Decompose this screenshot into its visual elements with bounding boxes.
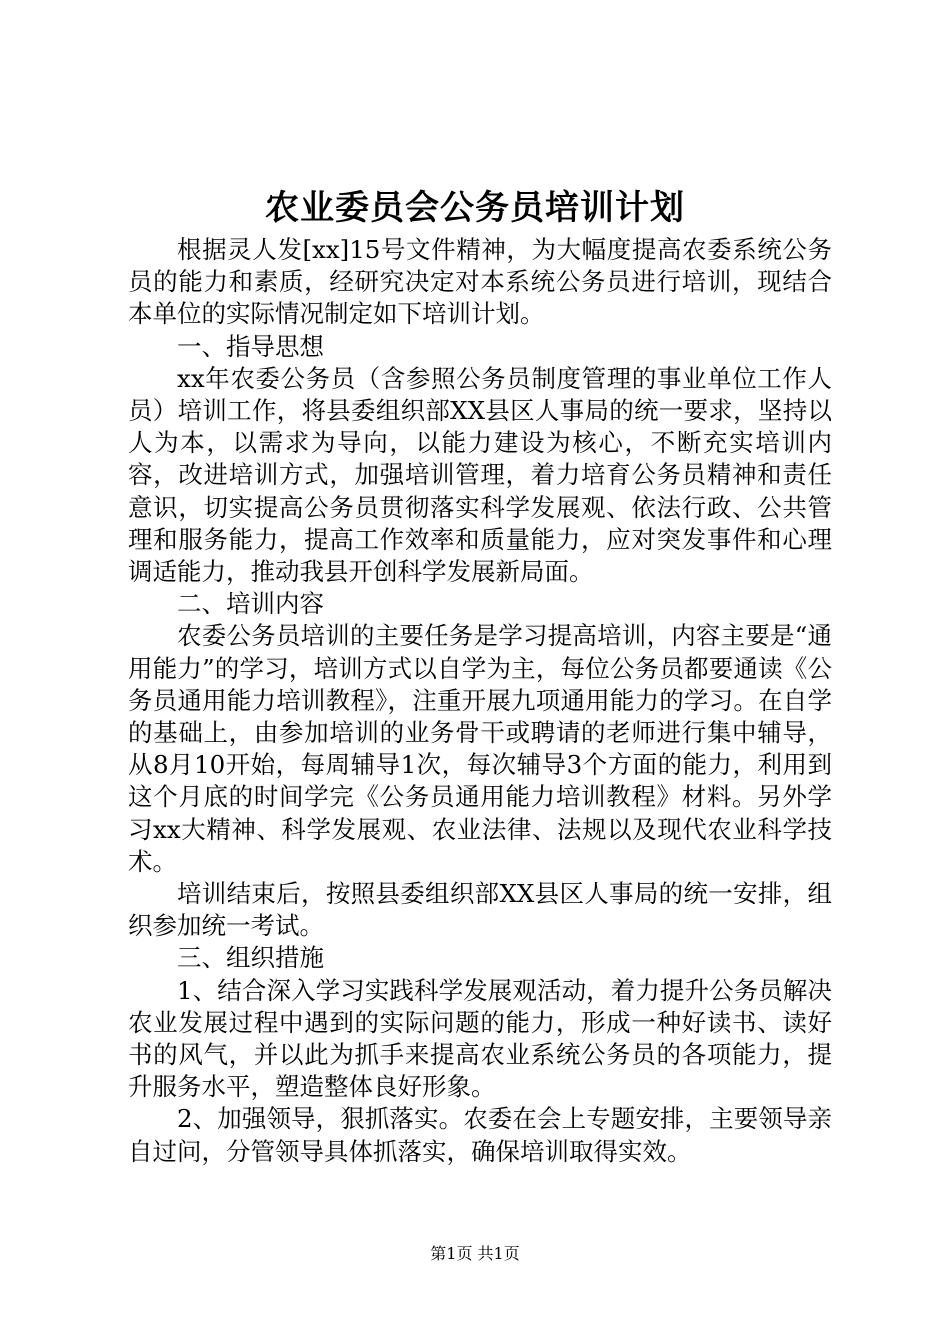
- section-heading-guiding-thought: 一、指导思想: [177, 331, 324, 361]
- intro-paragraph: 根据灵人发[xx]15号文件精神，为大幅度提高农委系统公务员的能力和素质，经研究决定对本系统公务员进行培训，现结合本单位的实际情况制定如下培训计划。: [128, 235, 832, 329]
- section-heading-measures: 三、组织措施: [177, 943, 324, 973]
- document-title: 农业委员会公务员培训计划: [265, 188, 685, 228]
- document-body: [128, 234, 832, 1168]
- section-heading-training-content: 二、培训内容: [177, 589, 324, 619]
- guiding-thought-paragraph: xx年农委公务员（含参照公务员制度管理的事业单位工作人员）培训工作，将县委组织部XX县区人事局的统一要求，坚持以人为本，以需求为导向，以能力建设为核心，不断充实培训内容，改进培训方式，加强培训管理，着力培育公务员精神和责任意识，切实提高公务员贯彻落实科学发展观、依法行政、公共管理和服务能力，提高工作效率和质量能力，应对突发事件和心理调适能力，推动我县开创科学发展新局面。: [128, 363, 832, 587]
- measure-item-1: 1、结合深入学习实践科学发展观活动，着力提升公务员解决农业发展过程中遇到的实际问题的能力，形成一种好读书、读好书的风气，并以此为抓手来提高农业系统公务员的各项能力，提升服务水平，塑造整体良好形象。: [128, 975, 832, 1102]
- training-content-paragraph: 农委公务员培训的主要任务是学习提高培训，内容主要是“通用能力”的学习，培训方式以自学为主，每位公务员都要通读《公务员通用能力培训教程》，注重开展九项通用能力的学习。在自学的基础上，由参加培训的业务骨干或聘请的老师进行集中辅导，从8月10开始，每周辅导1次，每次辅导3个方面的能力，利用到这个月底的时间学完《公务员通用能力培训教程》材料。另外学习xx大精神、科学发展观、农业法律、法规以及现代农业科学技术。: [128, 621, 832, 876]
- exam-paragraph: 培训结束后，按照县委组织部XX县区人事局的统一安排，组织参加统一考试。: [128, 879, 832, 941]
- page-footer: 第1页 共1页: [430, 1244, 520, 1263]
- measure-item-2: 2、加强领导，狠抓落实。农委在会上专题安排，主要领导亲自过问，分管领导具体抓落实，确保培训取得实效。: [128, 1104, 832, 1166]
